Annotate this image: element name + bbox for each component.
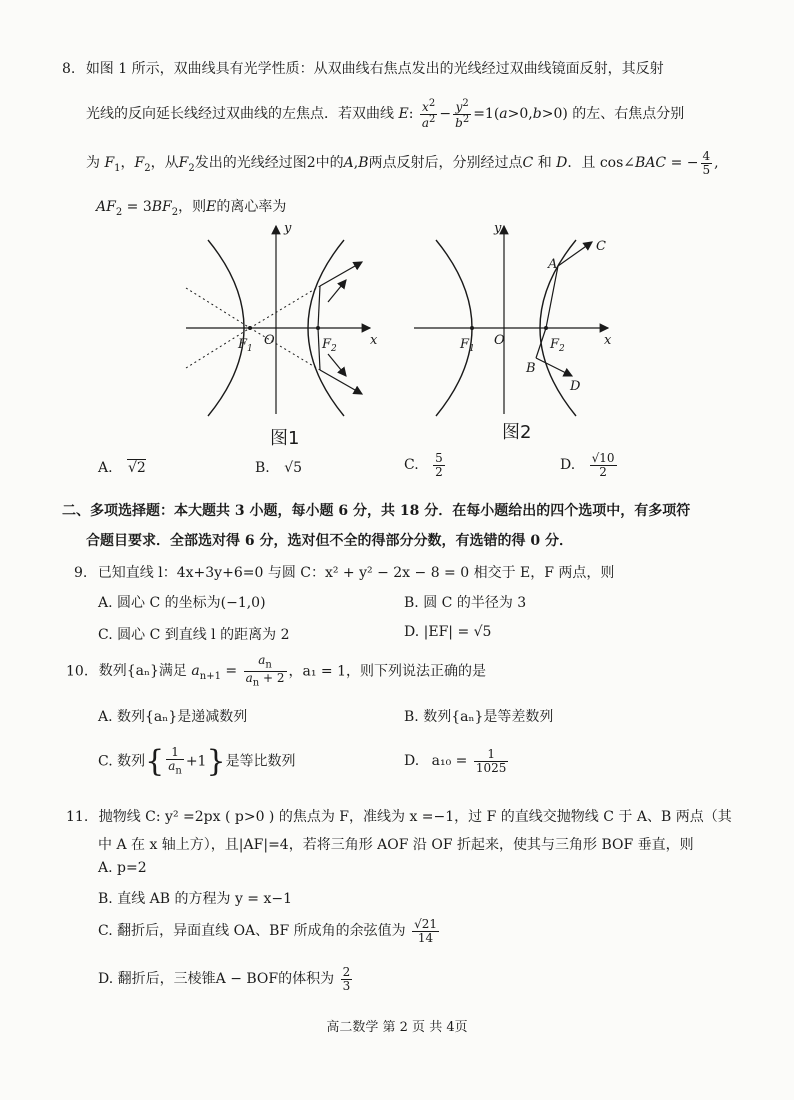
svg-text:F1: $F_1$ xyxy=(460,337,475,354)
q11-line2: 中 A 在 x 轴上方），且|AF|=4，若将三角形 AOF 沿 OF 折起来，使其与三角形 BOF 垂直，则 xyxy=(98,837,694,853)
page-footer: 高二数学 第 2 页 共 4页 xyxy=(326,1020,468,1035)
svg-text:x: x xyxy=(604,333,612,348)
q8-option-a: A. √2 xyxy=(98,460,146,476)
q11-option-d: D. 翻折后，三棱锥A − BOF的体积为 $\frac{2}{3}$ xyxy=(98,965,351,993)
q8-option-c: C. $\frac{5}{2}$ xyxy=(404,451,443,479)
figure-2 xyxy=(408,218,618,418)
cos-bac: cos∠BAC = − $\frac{4}{5}$ , xyxy=(599,149,719,177)
q9-option-a: A. 圆心 C 的坐标为(−1,0) xyxy=(98,595,266,611)
recurrence: $a_{n+1}$ = $\frac{a_n}{a_n + 2}$ xyxy=(191,653,285,689)
q11-option-b: B. 直线 AB 的方程为 y = x−1 xyxy=(98,891,293,907)
q10-option-c: C. 数列{ $\frac{1}{a_n}$ +1}是等比数列 xyxy=(98,744,296,779)
svg-text:B: B xyxy=(526,361,536,376)
svg-text:C: C xyxy=(596,239,606,254)
q8-number: 8. xyxy=(62,61,76,77)
q8-line2: 光线的反向延长线经过双曲线的左焦点．若双曲线 E: $\frac{x^2}{a^2}$ − $\frac{y^2}{b^2}$ =1(a>0,b>0) 的左、右焦点分别 xyxy=(86,98,685,130)
svg-text:F1: $F_1$ xyxy=(238,337,253,354)
q8-option-d: D. $\frac{√10}{2}$ xyxy=(560,451,615,479)
section-2-header-line1: 二、多项选择题：本大题共 3 小题，每小题 6 分，共 18 分．在每小题给出的四个选项中，有多项符 xyxy=(62,503,691,519)
svg-text:O: O xyxy=(264,333,275,348)
q8-line3: 为 $F_1$，$F_2$，从$F_2$发出的光线经过图2中的A,B两点反射后，分别经过点C 和 D．且 cos∠BAC = − $\frac{4}{5}$ , xyxy=(86,149,719,177)
hyperbola-equation: : $\frac{x^2}{a^2}$ − $\frac{y^2}{b^2}$ =1(a>0,b>0) xyxy=(408,98,568,130)
q11-option-c: C. 翻折后，异面直线 OA、BF 所成角的余弦值为 $\frac{√21}{14}$ xyxy=(98,917,437,945)
svg-text:O: O xyxy=(494,333,505,348)
q10-option-a: A. 数列{aₙ}是递减数列 xyxy=(98,709,248,725)
svg-text:F2: $F_2$ xyxy=(550,337,565,354)
q9-option-c: C. 圆心 C 到直线 l 的距离为 2 xyxy=(98,627,290,643)
figure-1-caption: 图1 xyxy=(270,428,300,449)
q11-line1: 11. 抛物线 C: y² =2px ( p>0 ) 的焦点为 F，准线为 x =−1，过 F 的直线交抛物线 C 于 A、B 两点（其 xyxy=(66,809,732,825)
q9-stem: 9. 已知直线 l：4x+3y+6=0 与圆 C：x² + y² − 2x − 8 = 0 相交于 E，F 两点，则 xyxy=(74,565,615,581)
q8-option-b: B. √5 xyxy=(255,460,303,476)
figure-2-caption: 图2 xyxy=(502,422,532,443)
q8-line1: 8. 如图 1 所示，双曲线具有光学性质：从双曲线右焦点发出的光线经过双曲线镜面反射，其反射 xyxy=(62,61,664,77)
figure-1 xyxy=(180,218,380,418)
q8-line4: $AF_2 = 3BF_2$，则E的离心率为 xyxy=(96,199,287,218)
q10-option-b: B. 数列{aₙ}是等差数列 xyxy=(404,709,554,725)
svg-text:x: x xyxy=(370,333,378,348)
svg-text:D: D xyxy=(570,379,581,394)
q11-option-a: A. p=2 xyxy=(98,860,147,876)
q10-stem: 10. 数列{aₙ}满足 $a_{n+1}$ = $\frac{a_n}{a_n + 2}$ ，a₁ = 1，则下列说法正确的是 xyxy=(66,653,487,689)
svg-text:y: y xyxy=(494,221,502,236)
svg-text:A: A xyxy=(548,257,558,272)
svg-text:y: y xyxy=(284,221,292,236)
section-2-header-line2: 合题目要求．全部选对得 6 分，选对但不全的得部分分数，有选错的得 0 分． xyxy=(86,533,573,549)
q9-option-d: D. |EF| = √5 xyxy=(404,624,492,640)
q10-option-d: D. a₁₀ = $\frac{1}{1025}$ xyxy=(404,747,507,775)
svg-text:F2: $F_2$ xyxy=(322,337,337,354)
q9-option-b: B. 圆 C 的半径为 3 xyxy=(404,595,527,611)
